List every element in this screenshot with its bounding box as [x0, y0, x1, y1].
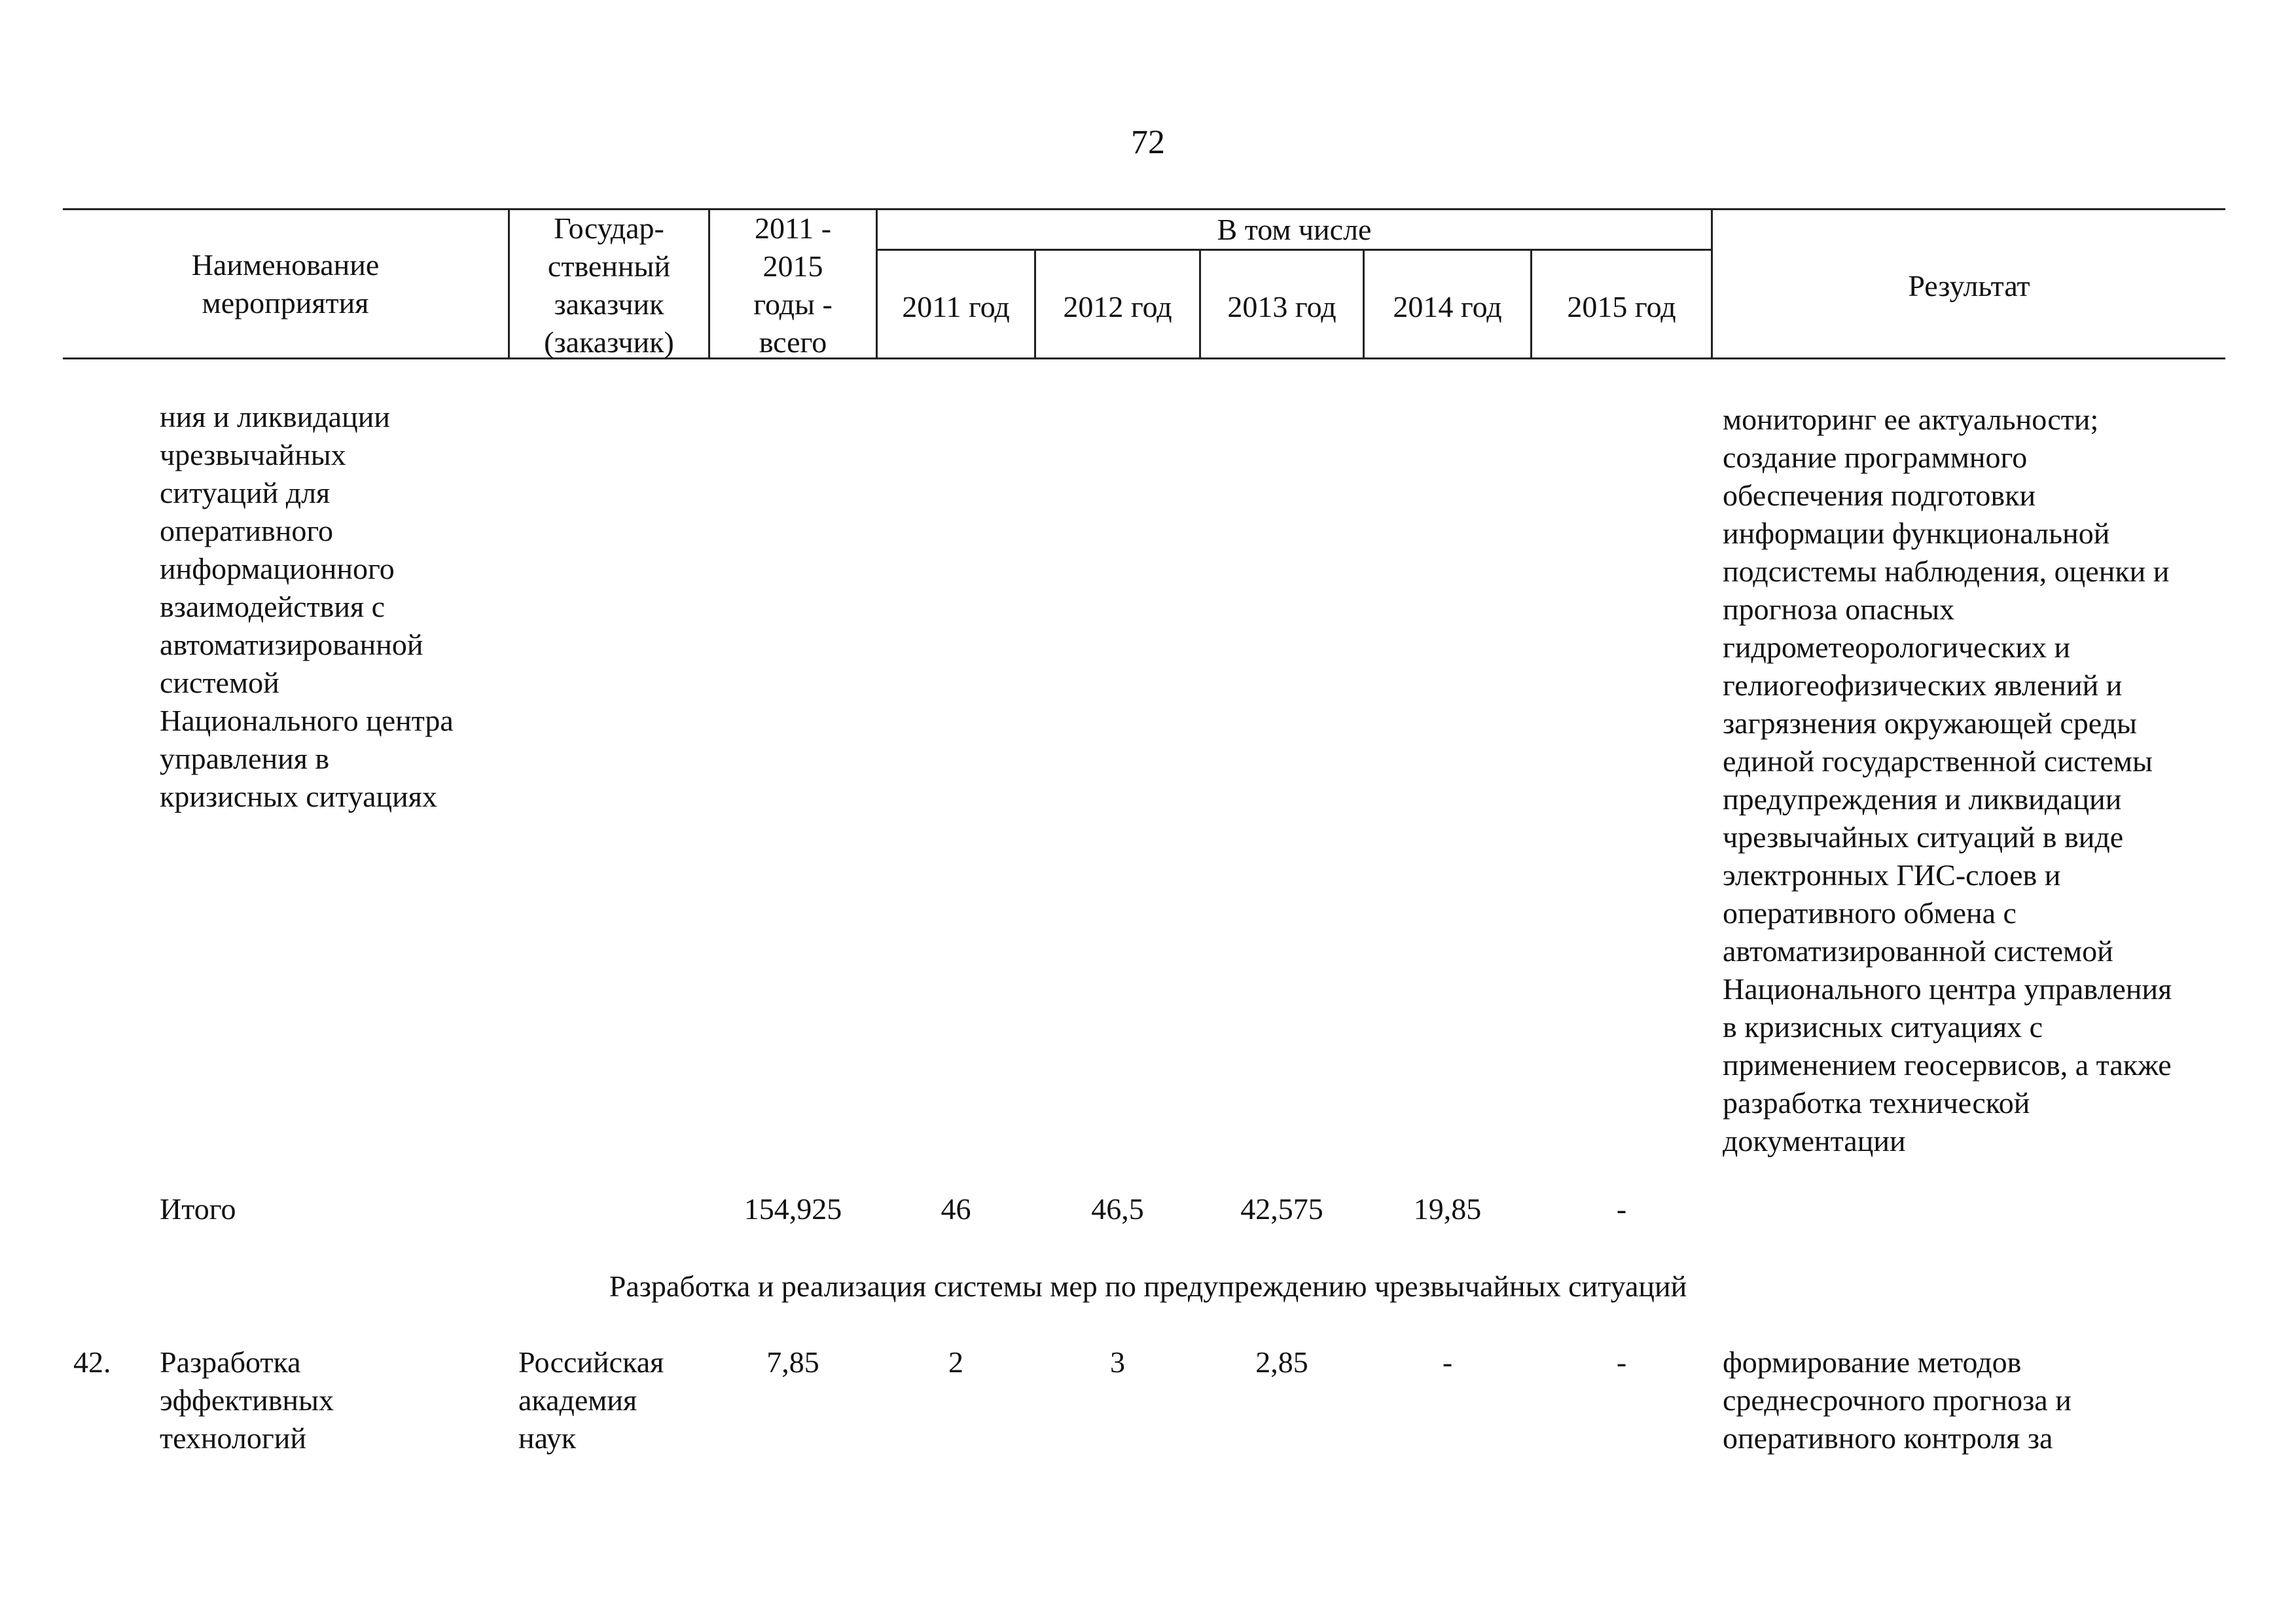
header-year-2014: 2014 год	[1393, 290, 1502, 323]
total-label: Итого	[160, 1192, 236, 1226]
row-2015: -	[1616, 1345, 1627, 1379]
header-bottom-rule	[63, 357, 2225, 359]
page-number: 72	[1131, 124, 1165, 161]
header-including: В том числе	[1217, 213, 1372, 246]
total-2014: 19,85	[1413, 1192, 1482, 1226]
row-result: формирование методов среднесрочного прогноза и оперативного контроля за	[1723, 1345, 2072, 1455]
row-2014: -	[1442, 1345, 1453, 1379]
header-total: 2011 - 2015 годы - всего	[753, 211, 833, 359]
continued-row-name: ния и ликвидации чрезвычайных ситуаций для оперативного информационного взаимодействия с автоматизированной системой Национального центра управления в кризисных ситуациях	[160, 400, 454, 813]
total-2013: 42,575	[1240, 1192, 1323, 1226]
row-2013: 2,85	[1255, 1345, 1308, 1379]
row-number: 42.	[73, 1345, 111, 1379]
total-value: 154,925	[744, 1192, 842, 1226]
including-underline	[876, 249, 1711, 251]
row-2011: 2	[948, 1345, 963, 1379]
row-customer: Российская академия наук	[518, 1345, 664, 1455]
header-top-rule	[63, 208, 2225, 210]
header-name: Наименование мероприятия	[191, 248, 380, 319]
header-customer: Государ- ственный заказчик (заказчик)	[544, 211, 674, 359]
header-year-2011: 2011 год	[902, 290, 1010, 323]
header-result: Результат	[1908, 269, 2030, 302]
row-2012: 3	[1110, 1345, 1125, 1379]
total-2011: 46	[941, 1192, 971, 1226]
total-2015: -	[1616, 1192, 1627, 1226]
row-name: Разработка эффективных технологий	[160, 1345, 334, 1455]
row-total: 7,85	[766, 1345, 819, 1379]
total-2012: 46,5	[1091, 1192, 1144, 1226]
header-year-2012: 2012 год	[1063, 290, 1172, 323]
header-year-2015: 2015 год	[1567, 290, 1676, 323]
header-year-2013: 2013 год	[1227, 290, 1336, 323]
section-title: Разработка и реализация системы мер по предупреждению чрезвычайных ситуаций	[609, 1269, 1687, 1303]
continued-row-result: мониторинг ее актуальности; создание программного обеспечения подготовки информации функциональной подсистемы наблюдения, оценки и прогноза опасных гидрометеорологических и гелиогеофизических явлений и загрязнения окружающей среды единой государственной системы предупреждения и ликвидации чрезвычайных ситуаций в виде электронных ГИС-слоев и оперативного обмена с автоматизированной системой Национального центра управления в кризисных ситуациях с применением геосервисов, а также разработка технической документации	[1723, 403, 2172, 1158]
